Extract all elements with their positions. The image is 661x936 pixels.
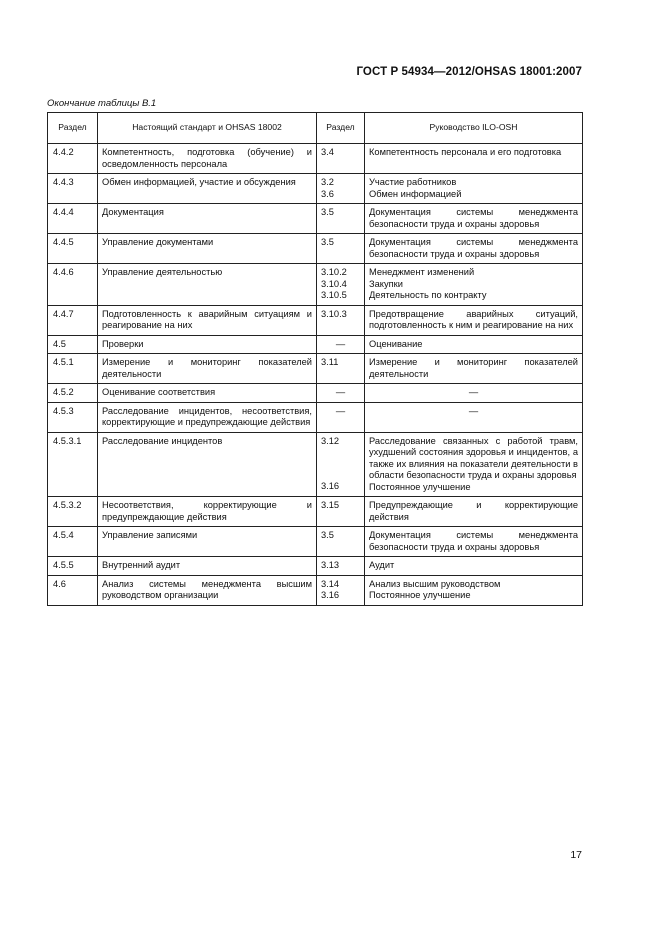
ilo-guide-text: Расследование связанных с работой травм, ухудшений состояния здоровья и инцидентов, а также их влияния на показатели деятельности в области безопасности труда и охраны здоровья [369, 435, 578, 480]
cell-section: 4.6 [48, 575, 98, 605]
cell-standard: Несоответствия, корректирующие и предупреждающие действия [98, 497, 317, 527]
cell-ilo-guide [365, 557, 583, 576]
cell-section: 4.5.5 [48, 557, 98, 576]
cell-standard: Компетентность, подготовка (обучение) и осведомленность персонала [98, 144, 317, 174]
ilo-section-number: 3.4 [321, 147, 334, 157]
ilo-section-number: 3.16 [321, 481, 340, 491]
ilo-section-number: 3.5 [321, 207, 334, 217]
ilo-section-number: — [335, 387, 346, 397]
ilo-guide-text: Деятельность по контракту [369, 290, 487, 300]
cell-ilo-guide [365, 234, 583, 264]
cell-ilo-guide [365, 305, 583, 335]
ilo-guide-text: — [468, 387, 479, 397]
correspondence-table [47, 112, 583, 606]
cell-ilo-section [317, 557, 365, 576]
cell-ilo-section [317, 354, 365, 384]
ilo-section-number: 3.14 [321, 578, 340, 589]
cell-ilo-section [317, 264, 365, 306]
cell-standard: Оценивание соответствия [98, 384, 317, 403]
cell-standard: Управление документами [98, 234, 317, 264]
ilo-guide-text: Оценивание [369, 338, 423, 349]
table-row [48, 234, 583, 264]
cell-section: 4.5.3 [48, 402, 98, 432]
ilo-section-number: 3.16 [321, 590, 340, 600]
cell-ilo-section [317, 234, 365, 264]
cell-ilo-section [317, 497, 365, 527]
ilo-guide-text: Постоянное улучшение [369, 481, 471, 492]
table-row [48, 527, 583, 557]
ilo-guide-text: Документация системы менеджмента безопасности труда и охраны здоровья [369, 237, 578, 259]
table-row [48, 335, 583, 354]
ilo-guide-text: Анализ высшим руководством [369, 578, 501, 589]
cell-section: 4.5.3.2 [48, 497, 98, 527]
cell-ilo-section [317, 335, 365, 354]
table-row [48, 497, 583, 527]
cell-ilo-guide [365, 384, 583, 403]
cell-section: 4.4.2 [48, 144, 98, 174]
ilo-guide-text: Компетентность персонала и его подготовка [369, 147, 562, 157]
ilo-guide-text: Менеджмент изменений [369, 267, 475, 277]
ilo-guide-text: Предотвращение аварийных ситуаций, подготовленность к ним и реагирование на них [369, 308, 578, 330]
column-header-ilo-guide: Руководство ILO-OSH [365, 113, 583, 144]
table-row [48, 174, 583, 204]
ilo-section-number: 3.2 [321, 177, 334, 187]
column-header-section: Раздел [48, 113, 98, 144]
ilo-guide-text: Закупки [369, 278, 403, 289]
cell-ilo-guide [365, 264, 583, 306]
cell-section: 4.5.2 [48, 384, 98, 403]
table-row [48, 204, 583, 234]
cell-standard: Подготовленность к аварийным ситуациям и реагирование на них [98, 305, 317, 335]
page-number: 17 [570, 849, 582, 861]
cell-ilo-guide [365, 432, 583, 497]
ilo-section-number: — [335, 338, 346, 349]
cell-standard: Управление записями [98, 527, 317, 557]
cell-section: 4.4.3 [48, 174, 98, 204]
ilo-section-number: 3.5 [321, 530, 334, 540]
cell-standard: Расследование инцидентов [98, 432, 317, 497]
cell-ilo-section [317, 527, 365, 557]
cell-standard: Измерение и мониторинг показателей деятельности [98, 354, 317, 384]
column-header-standard: Настоящий стандарт и OHSAS 18002 [98, 113, 317, 144]
cell-ilo-guide [365, 497, 583, 527]
ilo-guide-text: Документация системы менеджмента безопасности труда и охраны здоровья [369, 207, 578, 229]
table-row [48, 384, 583, 403]
cell-standard: Анализ системы менеджмента высшим руководством организации [98, 575, 317, 605]
cell-ilo-guide [365, 204, 583, 234]
cell-standard: Обмен информацией, участие и обсуждения [98, 174, 317, 204]
table-row [48, 402, 583, 432]
cell-ilo-section [317, 402, 365, 432]
table-row [48, 305, 583, 335]
ilo-section-number: 3.11 [321, 357, 339, 367]
cell-standard: Расследование инцидентов, несоответствия, корректирующие и предупреждающие действия [98, 402, 317, 432]
table-caption: Окончание таблицы В.1 [47, 98, 157, 109]
cell-standard: Документация [98, 204, 317, 234]
table-header-row [48, 113, 583, 144]
cell-section: 4.5.1 [48, 354, 98, 384]
cell-section: 4.5.4 [48, 527, 98, 557]
cell-ilo-guide [365, 335, 583, 354]
ilo-section-number: 3.10.4 [321, 278, 347, 289]
cell-ilo-guide [365, 527, 583, 557]
ilo-section-number: 3.6 [321, 188, 334, 199]
table-row [48, 432, 583, 497]
ilo-guide-text: Документация системы менеджмента безопасности труда и охраны здоровья [369, 530, 578, 552]
cell-standard: Внутренний аудит [98, 557, 317, 576]
cell-standard: Проверки [98, 335, 317, 354]
cell-ilo-guide [365, 402, 583, 432]
ilo-section-number: 3.12 [321, 435, 340, 446]
ilo-section-number: 3.10.2 [321, 267, 347, 277]
ilo-guide-text: Постоянное улучшение [369, 590, 471, 600]
table-row [48, 575, 583, 605]
ilo-section-number: 3.15 [321, 500, 340, 510]
ilo-guide-text: Аудит [369, 560, 395, 570]
table-row [48, 144, 583, 174]
cell-ilo-guide [365, 575, 583, 605]
ilo-guide-text: Обмен информацией [369, 188, 462, 199]
cell-section: 4.4.6 [48, 264, 98, 306]
cell-section: 4.5.3.1 [48, 432, 98, 497]
ilo-section-number: — [335, 405, 346, 416]
ilo-guide-text: Предупреждающие и корректирующие действия [369, 500, 578, 522]
cell-ilo-section [317, 575, 365, 605]
column-header-ilo-section: Раздел [317, 113, 365, 144]
cell-ilo-guide [365, 174, 583, 204]
ilo-section-number: 3.5 [321, 237, 334, 247]
cell-standard: Управление деятельностью [98, 264, 317, 306]
cell-ilo-section [317, 204, 365, 234]
table-row [48, 354, 583, 384]
cell-ilo-section [317, 305, 365, 335]
ilo-guide-text: Измерение и мониторинг показателей деятельности [369, 357, 578, 379]
cell-ilo-section [317, 384, 365, 403]
cell-ilo-guide [365, 144, 583, 174]
document-header: ГОСТ Р 54934—2012/OHSAS 18001:2007 [356, 66, 582, 78]
cell-ilo-section [317, 432, 365, 497]
cell-section: 4.5 [48, 335, 98, 354]
cell-ilo-section [317, 174, 365, 204]
ilo-section-number: 3.13 [321, 560, 340, 570]
ilo-section-number: 3.10.3 [321, 308, 347, 319]
cell-ilo-guide [365, 354, 583, 384]
cell-section: 4.4.5 [48, 234, 98, 264]
cell-ilo-section [317, 144, 365, 174]
cell-section: 4.4.7 [48, 305, 98, 335]
table-row [48, 557, 583, 576]
ilo-guide-text: — [468, 405, 479, 416]
ilo-guide-text: Участие работников [369, 177, 457, 187]
table-row [48, 264, 583, 306]
cell-section: 4.4.4 [48, 204, 98, 234]
ilo-section-number: 3.10.5 [321, 290, 347, 300]
